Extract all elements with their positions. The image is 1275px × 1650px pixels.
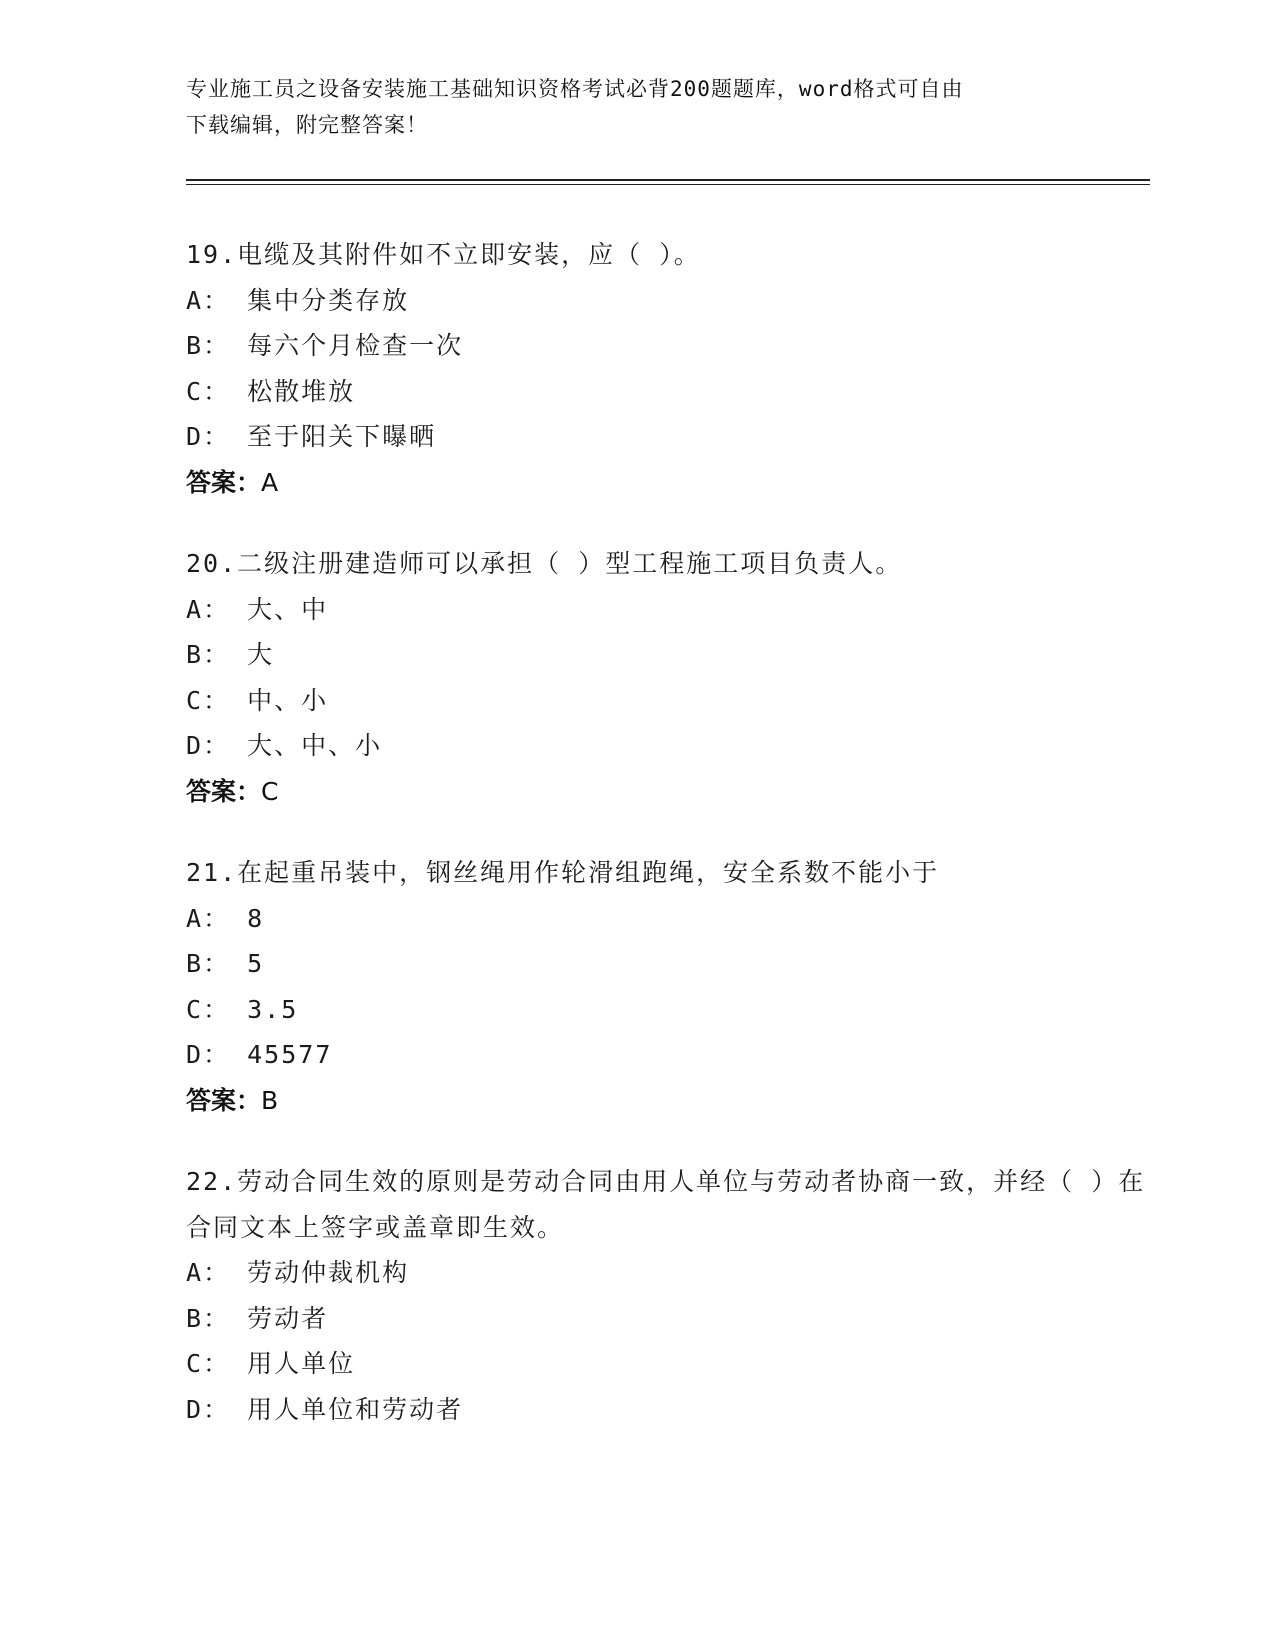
option-key: B: [186, 640, 204, 669]
question-text: 在起重吊装中，钢丝绳用作轮滑组跑绳，安全系数不能小于: [237, 858, 940, 887]
option-text: 用人单位和劳动者: [247, 1394, 464, 1424]
option-separator: ：: [203, 1349, 248, 1378]
answer-label: 答案：: [186, 467, 262, 497]
option-key: D: [186, 731, 204, 760]
option-key: A: [186, 285, 204, 315]
option-a: [186, 278, 1146, 324]
option-c: [186, 1341, 1146, 1387]
option-text: 3.5: [247, 994, 299, 1024]
question-number: 22.: [186, 1167, 238, 1196]
question-stem: [186, 1159, 1146, 1250]
option-key: C: [186, 1349, 204, 1378]
question-block: [186, 850, 1146, 1123]
option-key: A: [186, 903, 204, 933]
option-separator: ：: [203, 640, 248, 669]
option-c: [186, 987, 1146, 1033]
option-key: B: [186, 1303, 204, 1333]
option-d: [186, 723, 1146, 769]
question-stem: [186, 232, 1146, 278]
option-key: C: [186, 685, 204, 715]
option-a: [186, 896, 1146, 942]
option-c: [186, 678, 1146, 724]
question-stem: [186, 850, 1146, 896]
option-key: C: [186, 376, 204, 406]
option-separator: ：: [203, 1258, 248, 1287]
option-a: [186, 1250, 1146, 1296]
option-key: D: [186, 1040, 204, 1069]
question-number: 20.: [186, 549, 238, 578]
option-a: [186, 587, 1146, 633]
option-text: 45577: [247, 1040, 333, 1069]
header-divider-thin: [186, 184, 1150, 185]
option-separator: ：: [203, 994, 248, 1024]
question-list: [186, 232, 1146, 1468]
answer-value: A: [261, 467, 279, 497]
document-header: [186, 71, 1086, 143]
answer-label: 答案：: [186, 1085, 262, 1115]
option-separator: ：: [203, 422, 248, 451]
answer-value: C: [261, 776, 279, 806]
header-line-1: 专业施工员之设备安装施工基础知识资格考试必背200题题库，word格式可自由: [186, 77, 964, 101]
option-key: D: [186, 1394, 204, 1424]
option-text: 劳动仲裁机构: [247, 1258, 410, 1287]
option-separator: ：: [203, 685, 248, 715]
option-b: [186, 941, 1146, 987]
option-d: [186, 1032, 1146, 1078]
question-text: 二级注册建造师可以承担（ ）型工程施工项目负责人。: [237, 549, 903, 578]
question-text: 劳动合同生效的原则是劳动合同由用人单位与劳动者协商一致，并经（ ）在合同文本上签字或盖章即生效。: [186, 1167, 1146, 1242]
option-key: C: [186, 994, 204, 1024]
option-d: [186, 414, 1146, 460]
option-separator: ：: [203, 285, 248, 315]
answer-line: [186, 1078, 1146, 1124]
option-key: B: [186, 949, 204, 978]
option-key: B: [186, 331, 204, 360]
option-text: 松散堆放: [247, 376, 356, 406]
option-b: [186, 632, 1146, 678]
option-separator: ：: [203, 949, 248, 978]
answer-line: [186, 460, 1146, 506]
option-text: 中、小: [247, 685, 329, 715]
option-c: [186, 369, 1146, 415]
option-text: 5: [247, 949, 265, 978]
option-text: 每六个月检查一次: [247, 331, 464, 360]
question-number: 19.: [186, 240, 238, 269]
option-text: 集中分类存放: [247, 285, 410, 315]
option-b: [186, 1296, 1146, 1342]
answer-value: B: [261, 1085, 279, 1115]
option-separator: ：: [203, 1394, 248, 1424]
option-separator: ：: [203, 1303, 248, 1333]
option-text: 大、中、小: [247, 731, 383, 760]
question-block: [186, 1159, 1146, 1432]
option-text: 至于阳关下曝晒: [247, 422, 437, 451]
option-separator: ：: [203, 903, 248, 933]
answer-line: [186, 769, 1146, 815]
option-text: 大、中: [247, 594, 329, 624]
header-line-2: 下载编辑，附完整答案！: [186, 113, 428, 137]
option-d: [186, 1387, 1146, 1433]
option-separator: ：: [203, 376, 248, 406]
question-text: 电缆及其附件如不立即安装，应（ ）。: [237, 240, 701, 269]
option-text: 劳动者: [247, 1303, 329, 1333]
option-text: 8: [247, 903, 265, 933]
option-key: A: [186, 1258, 204, 1287]
option-separator: ：: [203, 1040, 248, 1069]
question-number: 21.: [186, 858, 238, 887]
option-b: [186, 323, 1146, 369]
option-text: 用人单位: [247, 1349, 356, 1378]
question-block: [186, 232, 1146, 505]
option-separator: ：: [203, 331, 248, 360]
header-divider-thick: [186, 179, 1150, 181]
option-text: 大: [247, 640, 275, 669]
question-stem: [186, 541, 1146, 587]
option-key: A: [186, 594, 204, 624]
option-separator: ：: [203, 731, 248, 760]
answer-label: 答案：: [186, 776, 262, 806]
option-key: D: [186, 422, 204, 451]
question-block: [186, 541, 1146, 814]
option-separator: ：: [203, 594, 248, 624]
